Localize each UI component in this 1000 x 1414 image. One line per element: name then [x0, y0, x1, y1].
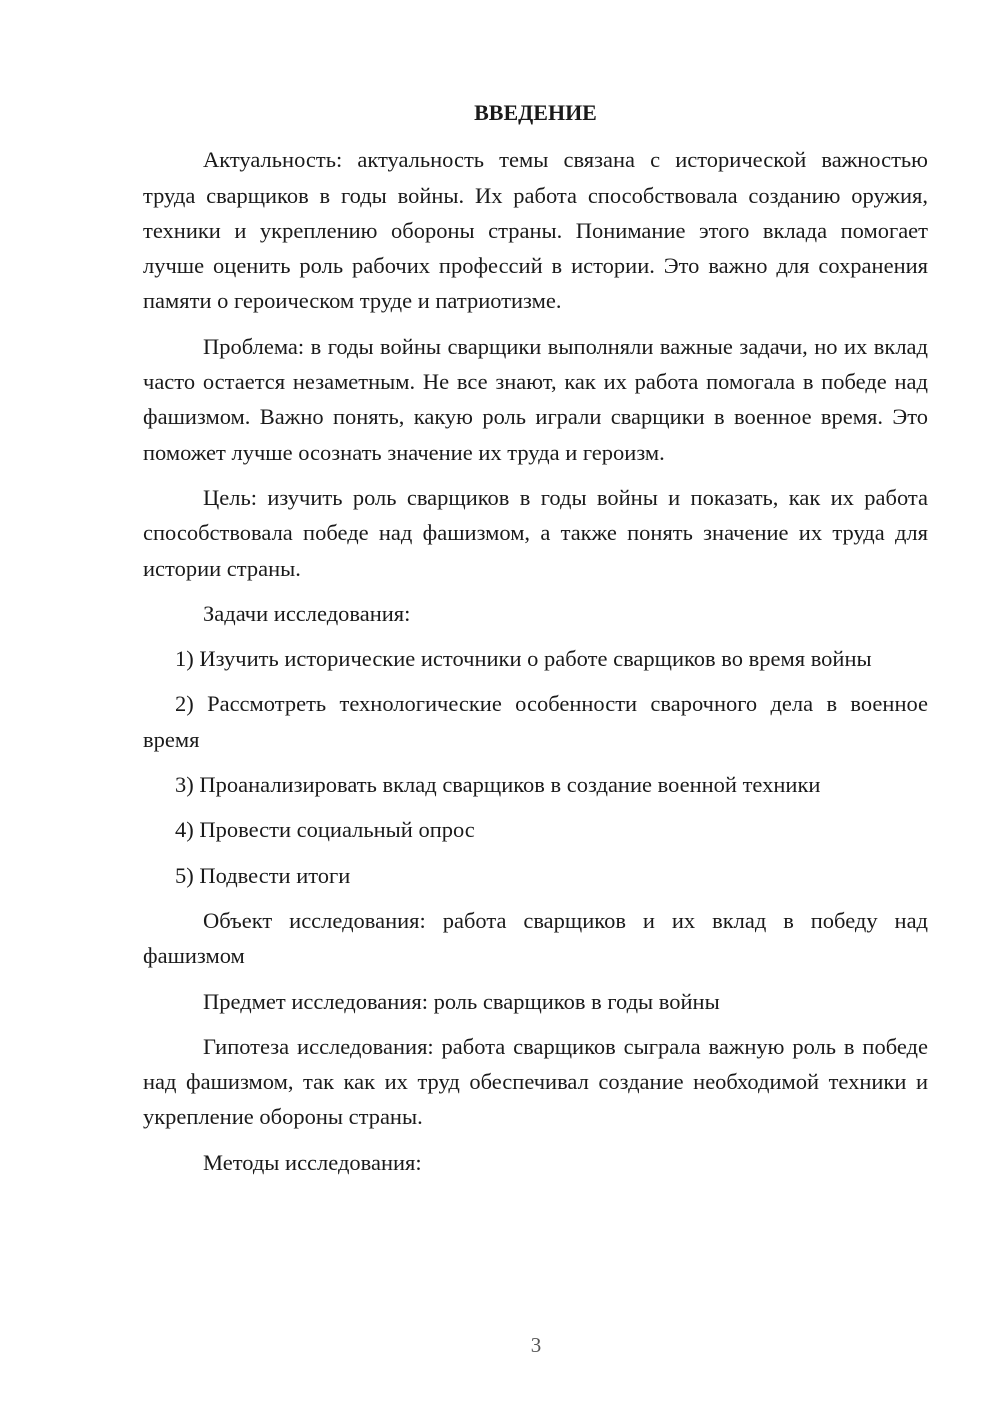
paragraph-goal: Цель: изучить роль сварщиков в годы войны и показать, как их работа способствовала победе над фашизмом, а также понять значение их труда для истории страны.: [143, 484, 928, 581]
task-list-item: 1) Изучить исторические источники о работе сварщиков во время войны: [175, 646, 872, 672]
task-list-item: 4) Провести социальный опрос: [175, 817, 475, 843]
paragraph-hypothesis: Гипотеза исследования: работа сварщиков сыграла важную роль в победе над фашизмом, так как их труд обеспечивал создание необходимой техники и укрепление обороны страны.: [143, 1033, 928, 1130]
page-number: 3: [530, 1333, 542, 1357]
task-list-item: 2) Рассмотреть технологические особенности сварочного дела в военное время: [143, 691, 928, 752]
paragraph-object: Объект исследования: работа сварщиков и их вклад в победу над фашизмом: [143, 907, 928, 969]
section-title: ВВЕДЕНИЕ: [474, 100, 597, 125]
paragraph-relevance: Актуальность: актуальность темы связана с исторической важностью труда сварщиков в годы войны. Их работа способствовала созданию оружия, техники и укреплению обороны страны. Понимание этого вклада помогает лучше оценить роль рабочих профессий в истории. Это важно для сохранения памяти о героическом труде и патриотизме.: [143, 147, 928, 314]
document-page: [143, 95, 928, 1190]
paragraph-problem: Проблема: в годы войны сварщики выполняли важные задачи, но их вклад часто остается незаметным. Не все знают, как их работа помогала в победе над фашизмом. Важно понять, какую роль играли сварщики в военное время. Это поможет лучше осознать значение их труда и героизм.: [143, 333, 928, 465]
paragraph-tasks-heading: Задачи исследования:: [203, 600, 411, 626]
task-list-item: 5) Подвести итоги: [175, 862, 351, 888]
paragraph-subject: Предмет исследования: роль сварщиков в годы войны: [203, 988, 720, 1014]
paragraph-methods-heading: Методы исследования:: [203, 1149, 422, 1175]
task-list-item: 3) Проанализировать вклад сварщиков в создание военной техники: [175, 772, 821, 798]
